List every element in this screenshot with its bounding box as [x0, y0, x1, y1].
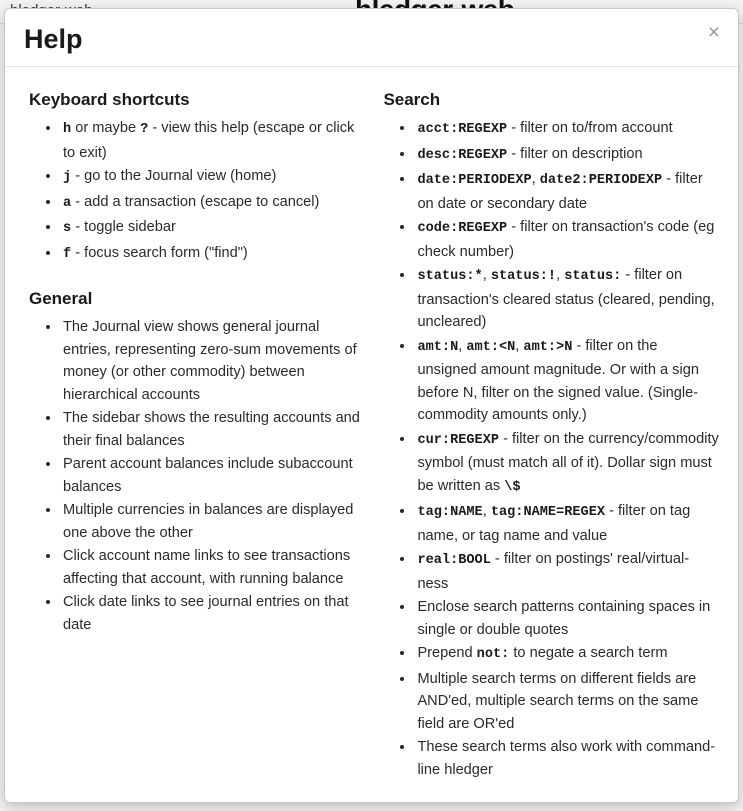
text-token: - filter on the unsigned amount magnitude. Or with a sign before N, filter on the signed value. (Single-commodity amounts only.) [417, 337, 699, 423]
text-token: Multiple search terms on different fields are AND'ed, multiple search terms on the same field are OR'ed [417, 670, 699, 732]
list-item [415, 216, 719, 263]
text-token: Prepend [417, 645, 477, 661]
text-token: Click date links to see journal entries on that date [63, 594, 349, 633]
text-token: - filter on date or secondary date [417, 171, 703, 212]
code-token: real:BOOL [417, 553, 491, 568]
list-item [415, 596, 719, 641]
list-item [61, 453, 368, 498]
keyboard-shortcuts-heading: Keyboard shortcuts [29, 90, 190, 109]
code-token: cur:REGEXP [417, 432, 500, 448]
keyboard-shortcuts-list [24, 117, 368, 266]
text-token: Enclose search patterns containing spaces in single or double quotes [417, 599, 711, 638]
help-dialog-body [5, 67, 738, 792]
text-token: - filter on tag name, or tag name and value [417, 503, 691, 544]
code-token: tag:NAME [417, 505, 483, 520]
code-token: s [63, 221, 72, 236]
list-item [61, 216, 368, 241]
text-token: to negate a search term [509, 645, 668, 661]
list-item [415, 264, 719, 334]
help-column-right [378, 83, 719, 782]
list-item [61, 545, 368, 590]
list-item [61, 191, 368, 216]
text-token: - go to the Journal view (home) [71, 168, 277, 184]
list-item [415, 500, 719, 547]
text-token: - filter on description [507, 145, 643, 162]
search-heading: Search [383, 90, 441, 109]
search-list [378, 117, 719, 781]
text-token: - filter on transaction's cleared status (cleared, pending, uncleared) [417, 267, 715, 330]
text-token: , [482, 503, 491, 519]
text-token: , [556, 267, 565, 283]
list-item [61, 117, 368, 164]
text-token: - toggle sidebar [71, 219, 176, 235]
help-dialog [4, 8, 739, 803]
list-item [61, 407, 368, 452]
help-column-left [24, 83, 378, 782]
close-icon[interactable]: × [704, 20, 724, 45]
general-heading: General [29, 289, 93, 308]
text-token: Multiple currencies in balances are displayed one above the other [63, 502, 354, 541]
code-token: desc:REGEXP [417, 147, 508, 163]
code-token: not: [476, 647, 510, 662]
code-token: amt:N [417, 339, 459, 355]
text-token: - filter on postings' real/virtual-ness [417, 551, 690, 592]
code-token: ? [140, 122, 149, 137]
list-item [415, 143, 719, 168]
list-item [61, 242, 368, 267]
code-token: amt:>N [523, 339, 573, 355]
list-item [415, 168, 719, 215]
code-token: code:REGEXP [417, 221, 508, 236]
text-token: , [515, 337, 524, 354]
code-token: date:PERIODEXP [417, 173, 532, 188]
text-token: These search terms also work with command-line hledger [417, 739, 716, 778]
list-item [415, 548, 719, 595]
text-token: - filter on the currency/commodity symbol (must match all of it). Dollar sign must be written as [417, 430, 719, 494]
list-item [415, 117, 719, 142]
text-token: - focus search form ("find") [71, 244, 248, 261]
list-item [415, 668, 719, 736]
text-token: , [482, 267, 491, 283]
list-item [415, 335, 719, 427]
list-item [415, 428, 719, 500]
code-token: f [63, 246, 72, 262]
code-token: tag:NAME=REGEX [490, 505, 606, 520]
code-token: j [63, 170, 72, 185]
text-token: Click account name links to see transactions affecting that account, with running balance [63, 548, 351, 587]
help-dialog-title: Help [24, 24, 83, 54]
list-item [61, 165, 368, 190]
text-token: - filter on to/from account [507, 120, 673, 136]
text-token: , [531, 171, 540, 187]
code-token: status:! [490, 269, 557, 284]
text-token: Parent account balances include subaccount balances [63, 456, 353, 495]
list-item [61, 499, 368, 544]
code-token: amt:<N [466, 339, 516, 355]
code-token: status: [564, 269, 622, 284]
code-token: a [63, 195, 72, 211]
general-list [24, 316, 368, 636]
text-token: or maybe [71, 120, 141, 136]
code-token: date2:PERIODEXP [539, 173, 663, 188]
code-token: \$ [504, 479, 521, 495]
text-token: The sidebar shows the resulting accounts and their final balances [63, 410, 360, 449]
text-token: , [458, 337, 467, 354]
text-token: - add a transaction (escape to cancel) [71, 193, 320, 210]
code-token: h [63, 122, 72, 137]
list-item [61, 591, 368, 636]
help-dialog-header [5, 9, 738, 67]
code-token: status:* [417, 269, 483, 284]
list-item [61, 316, 368, 406]
list-item [415, 642, 719, 667]
code-token: acct:REGEXP [417, 122, 508, 137]
list-item [415, 736, 719, 781]
text-token: - view this help (escape or click to exit) [63, 120, 355, 161]
text-token: The Journal view shows general journal entries, representing zero-sum movements of money (or other commodity) between hierarchical accounts [63, 319, 357, 403]
text-token: - filter on transaction's code (eg check number) [417, 219, 715, 260]
